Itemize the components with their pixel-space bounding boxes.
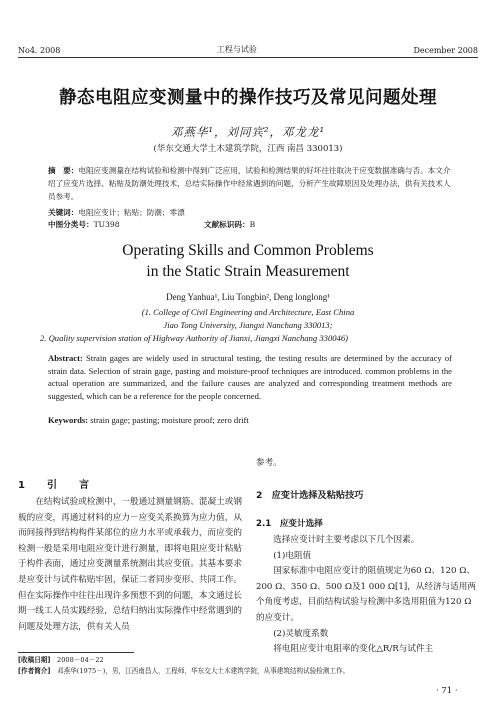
keywords-cn-text: 电阻应变计；粘贴；防潮；零漂: [78, 208, 185, 217]
page-number: · 71 ·: [436, 686, 458, 696]
right-paragraph-5: 将电阻应变计电阻率的变化△R/R与试件主: [273, 644, 434, 655]
abstract-cn-text: 电阻应变测量在结构试验和检测中得到广泛应用，试验和检测结果的好坏往往取决于应变数据准确与否。本文介绍了应变片选择、粘贴及防潮处理技术，总结实际操作中经常遇到的问题，分析产生故障原因及处理办法，供有关技术人员参考。: [48, 166, 451, 201]
keywords-en-text: strain gage; pasting; moisture proof; zero drift: [88, 415, 249, 425]
affiliation-en-1: (1. College of Civil Engineering and Architecture, East China: [141, 307, 355, 317]
header-date: December 2008: [413, 46, 478, 55]
title-chinese: 静态电阻应变测量中的操作技巧及常见问题处理: [59, 88, 437, 108]
subsection-2-1-heading: 2.1 应变计选择: [256, 519, 323, 529]
right-paragraph-3: 国家标准中电阻应变计的阻值规定为60 Ω、120 Ω、200 Ω、350 Ω、500 Ω及1 000 Ω[1]，从经济与适用两个角度考虑，目前结构试验与检测中多选用阻值为120 Ω的应变计。: [256, 566, 476, 623]
running-header: [18, 44, 478, 55]
title-en-line-2: in the Static Strain Measurement: [146, 263, 350, 280]
abstract-en-label: Abstract:: [48, 353, 83, 363]
section-1-heading: 1 引 言: [18, 480, 95, 491]
right-column-continuation: 参考。: [256, 458, 282, 468]
section-2-heading: 2 应变计选择及粘贴技巧: [256, 490, 364, 501]
document-code: 文献标识码：B: [204, 220, 256, 229]
affiliation-en-3: 2. Quality supervision station of Highway Authority of Jianxi, Jiangxi Nanchang 330046): [40, 333, 348, 343]
right-paragraph-2: (1)电阻值: [273, 550, 312, 561]
keywords-en-label: Keywords:: [48, 415, 89, 425]
affiliation-en-2: Jiao Tong University, Jiangxi Nanchang 330013;: [163, 320, 333, 330]
keywords-cn-label: 关键词：: [48, 208, 79, 217]
affiliation-chinese: (华东交通大学土木建筑学院，江西 南昌 330013): [153, 144, 343, 154]
header-journal: 工程与试验: [216, 45, 257, 54]
footnote: [18, 655, 478, 677]
abstract-en-text: Strain gages are widely used in structural testing, the testing results are determined by the accuracy of strain data. Selection of strain gage, pasting and moisture-proof techniques are introduced. common problems in the actual operation are summarized, and the failure causes are analyzed and corresponding treatment methods are suggested, which can be a reference for the people concerned.: [48, 353, 452, 401]
classification-row: [48, 219, 452, 230]
footnote-received: [收稿日期] 2008－04－22: [18, 656, 104, 664]
right-paragraph-1: 选择应变计时主要考虑以下几个因素。: [273, 535, 420, 545]
title-en-line-1: Operating Skills and Common Problems: [122, 242, 374, 259]
abstract-cn-label: 摘 要：: [48, 166, 79, 175]
right-paragraph-4: (2)灵敏度系数: [273, 628, 329, 639]
authors-chinese: 邓燕华¹，刘同宾²，邓龙龙¹: [170, 125, 326, 139]
keywords-english: [48, 415, 452, 425]
intro-paragraph: 在结构试验或检测中，一般通过测量钢筋、混凝土或钢板的应变，再通过材料的应力－应变关系换算为应力值，从而间接得到结构构件某部位的应力水平或承载力，而应变的检测一般是采用电阻应变计进行测量，即将电阻应变计粘贴于构件表面，通过应变测量系统测出其应变值。其基本要求是应变计与试件粘贴牢固，保证二者同步变形、共同工作。但在实际操作中往往出现许多预想不到的问题，本文通过长期一线工人员实践经验，总结归纳出实际操作中经常遇到的问题及处理方法，供有关人员: [18, 497, 242, 632]
footnote-author: [作者简介] 邓燕华(1975－)，男，江西南昌人，工程师，华东交大土木建筑学院，从事建筑结构试验检测工作。: [18, 667, 350, 675]
title-english: [18, 240, 478, 282]
clc-number: 中图分类号：TU398: [48, 220, 120, 229]
abstract-english: [48, 352, 452, 402]
left-column-body: [18, 495, 242, 635]
keywords-chinese: [48, 206, 452, 219]
authors-english: Deng Yanhua¹, Liu Tongbin², Deng longlong¹: [166, 292, 330, 302]
header-issue: No4. 2008: [18, 46, 61, 55]
header-rule: [18, 57, 478, 58]
right-column-body: [256, 533, 478, 658]
abstract-chinese: [48, 164, 452, 203]
footnote-rule: [18, 652, 134, 653]
